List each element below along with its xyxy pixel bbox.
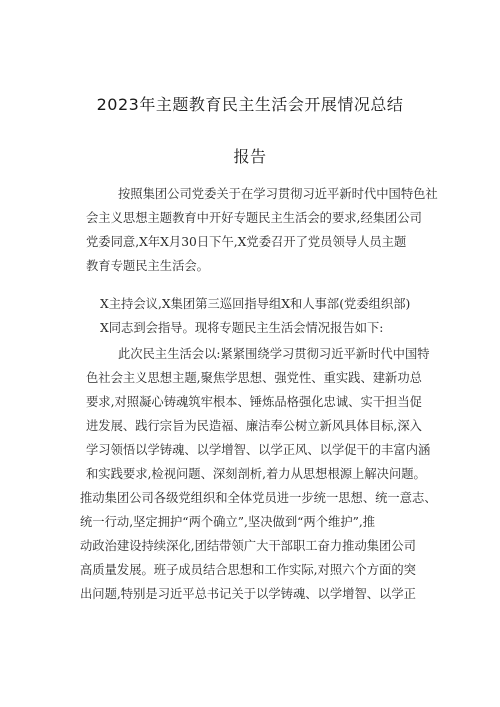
body-line: 推动集团公司各级党组织和全体党员进一步统一思想、统一意志、 [80, 491, 437, 505]
body-line: 统一行动,坚定拥护“两个确立”,坚决做到“两个维护”,推 [80, 515, 376, 529]
document-title-continued: 报告 [233, 147, 267, 166]
body-line: X同志到会指导。现将专题民主生活会情况报告如下: [100, 321, 384, 335]
body-line: 色社会主义思想主题,聚焦学思想、强党性、重实践、建新功总 [86, 371, 422, 385]
body-line: 要求,对照凝心铸魂筑牢根本、锤炼品格强化忠诚、实干担当促 [86, 395, 422, 409]
body-line: 进发展、践行宗旨为民造福、廉洁奉公树立新风具体目标,深入 [86, 419, 422, 433]
body-line: 学习领悟以学铸魂、以学增智、以学正风、以学促干的丰富内涵 [86, 443, 431, 457]
body-line: 高质量发展。班子成员结合思想和工作实际,对照六个方面的突 [80, 563, 416, 577]
body-line: 会主义思想主题教育中开好专题民主生活会的要求,经集团公司 [86, 211, 422, 225]
body-line: 和实践要求,检视问题、深刻剖析,着力从思想根源上解决问题。 [86, 467, 426, 481]
body-line: 教育专题民主生活会。 [86, 259, 209, 273]
body-line: 按照集团公司党委关于在学习贯彻习近平新时代中国特色社 [118, 187, 438, 201]
body-line: 此次民主生活会以:紧紧围绕学习贯彻习近平新时代中国特 [118, 347, 430, 361]
body-line: 党委同意,X年X月30日下午,X党委召开了党员领导人员主题 [86, 235, 407, 249]
document-title: 2023年主题教育民主生活会开展情况总结 [96, 95, 404, 114]
body-line: X主持会议,X集团第三巡回指导组X和人事部(党委组织部) [100, 297, 411, 311]
body-line: 动政治建设持续深化,团结带领广大干部职工奋力推动集团公司 [80, 539, 416, 553]
body-line: 出问题,特别是习近平总书记关于以学铸魂、以学增智、以学正 [80, 587, 416, 601]
